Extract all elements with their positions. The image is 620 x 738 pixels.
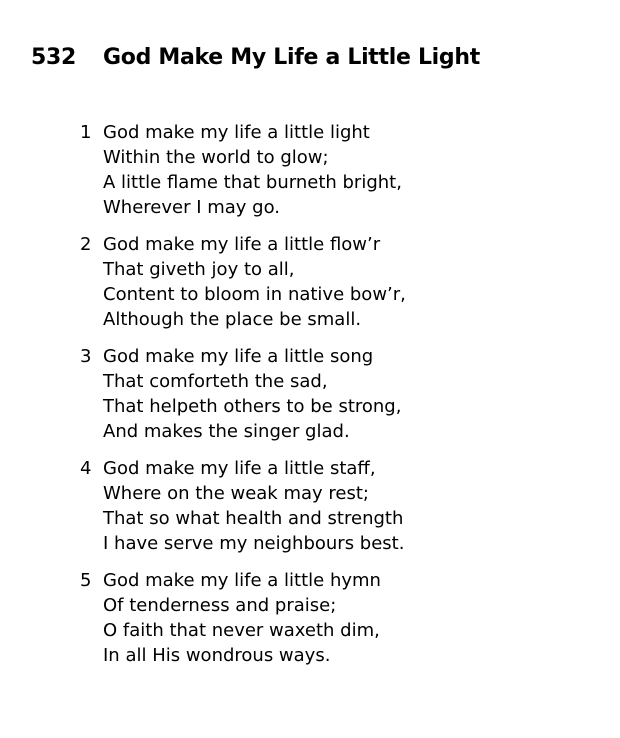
verse-number: 2 (80, 234, 92, 255)
verse-line: Within the world to glow; (103, 147, 329, 168)
verse-lines (103, 344, 620, 444)
verse-line: Although the place be small. (103, 309, 362, 330)
verse-line: God make my life a little staff, (103, 458, 376, 479)
hymn-number: 532 (31, 44, 77, 70)
verse-lines (103, 120, 620, 220)
hymn-header (31, 40, 480, 74)
verse-line: Of tenderness and praise; (103, 595, 337, 616)
verse-line: God make my life a little flow’r (103, 234, 381, 255)
verse-line: A little flame that burneth bright, (103, 172, 402, 193)
verse-lines (103, 456, 620, 556)
verse-line: In all His wondrous ways. (103, 645, 331, 666)
verse-number: 1 (80, 122, 92, 143)
verse-line: I have serve my neighbours best. (103, 533, 405, 554)
verse-line: That helpeth others to be strong, (103, 396, 402, 417)
verse-line: That comforteth the sad, (103, 371, 328, 392)
verse-line: Where on the weak may rest; (103, 483, 369, 504)
verse-2 (0, 232, 620, 332)
verse-line: God make my life a little light (103, 122, 370, 143)
verse-line: God make my life a little hymn (103, 570, 381, 591)
verse-line: O faith that never waxeth dim, (103, 620, 380, 641)
verse-number: 4 (80, 458, 92, 479)
verse-lines (103, 232, 620, 332)
verse-number: 3 (80, 346, 92, 367)
verse-line: Content to bloom in native bow’r, (103, 284, 406, 305)
verse-line: Wherever I may go. (103, 197, 281, 218)
verse-1 (0, 120, 620, 220)
verse-line: That giveth joy to all, (103, 259, 295, 280)
verse-4 (0, 456, 620, 556)
hymn-title: God Make My Life a Little Light (103, 44, 480, 70)
verse-line: That so what health and strength (103, 508, 404, 529)
verse-5 (0, 568, 620, 668)
verse-3 (0, 344, 620, 444)
verse-lines (103, 568, 620, 668)
verse-line: And makes the singer glad. (103, 421, 350, 442)
verse-number: 5 (80, 570, 92, 591)
verses-container (0, 120, 620, 680)
verse-line: God make my life a little song (103, 346, 374, 367)
